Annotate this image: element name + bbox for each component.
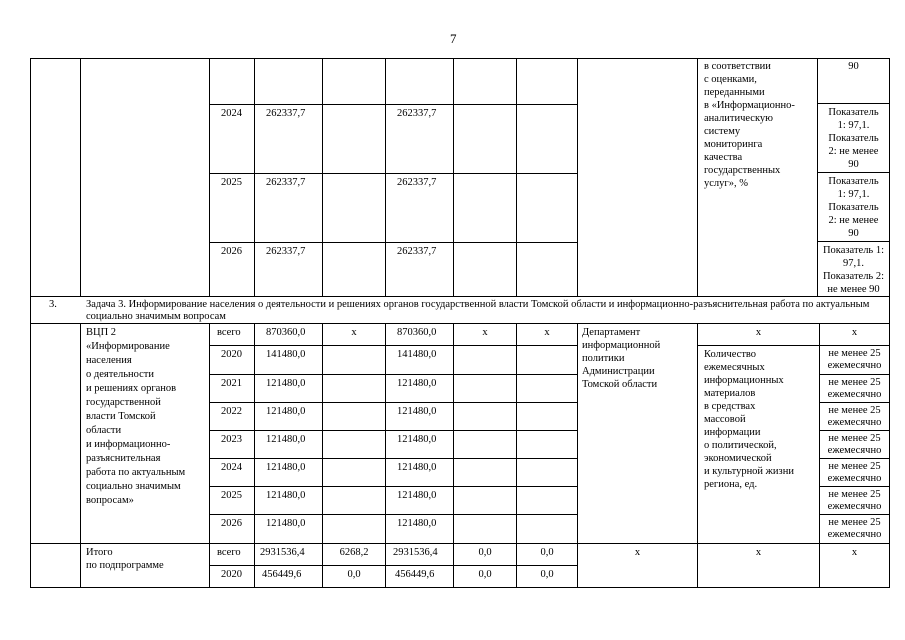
text-line: Департамент: [582, 327, 641, 338]
col-border: [385, 58, 386, 296]
year-cell: 2025: [221, 177, 242, 188]
text-line: качества: [704, 152, 743, 163]
oblast-cell: 121480,0: [397, 406, 437, 417]
text-line: области: [86, 425, 122, 436]
text-line: вопросам»: [86, 495, 134, 506]
oblast-cell: 262337,7: [397, 108, 437, 119]
value-cell: x: [851, 547, 858, 558]
text-line: мониторинга: [704, 139, 763, 150]
text-line: власти Томской: [86, 411, 156, 422]
total-cell: 262337,7: [266, 108, 306, 119]
text-line: о деятельности: [86, 369, 154, 380]
value-line: не менее 25: [828, 405, 881, 416]
text-line: и решениях органов: [86, 383, 177, 394]
text-line: разъяснительная: [86, 453, 161, 464]
value-line: ежемесячно: [827, 417, 882, 428]
oblast-cell: 2931536,4: [393, 547, 438, 558]
col-border: [453, 58, 454, 296]
text-line: Показатель: [828, 176, 879, 187]
text-line: населения: [86, 355, 132, 366]
text-line: переданными: [704, 87, 765, 98]
text-line: «Информирование: [86, 341, 170, 352]
task-title: Задача 3. Информирование населения о деятельности и решениях органов государственной власти Томской области и информационно-разъяснительная работа по актуальным социально значимым вопросам: [86, 299, 870, 322]
text-line: 2: не менее: [828, 146, 879, 157]
text-line: информационных: [704, 375, 784, 386]
year-cell: 2026: [221, 518, 242, 529]
col-border: [30, 58, 31, 587]
text-line: Показатель: [828, 202, 879, 213]
text-line: массовой: [704, 414, 746, 425]
text-line: и культурной жизни: [704, 466, 794, 477]
total-cell: 121480,0: [266, 462, 306, 473]
year-cell: 2020: [221, 349, 242, 360]
text-line: Показатель: [828, 107, 879, 118]
page-number: 7: [450, 31, 457, 46]
total-cell: 456449,6: [262, 569, 302, 580]
row-divider: [209, 458, 577, 459]
text-line: ВЦП 2: [86, 327, 117, 338]
row-divider: [209, 345, 577, 346]
text-line: информационной: [582, 340, 661, 351]
value-cell: 90: [848, 61, 859, 72]
year-cell: 2022: [221, 406, 242, 417]
value-line: ежемесячно: [827, 473, 882, 484]
total-cell: 121480,0: [266, 518, 306, 529]
row-divider: [30, 543, 890, 544]
row-divider: [209, 402, 577, 403]
col-border: [697, 58, 698, 296]
col-border: [209, 323, 210, 587]
year-cell: 2024: [221, 108, 242, 119]
text-line: систему: [704, 126, 741, 137]
text-line: и информационно-: [86, 439, 171, 450]
row-divider: [209, 565, 577, 566]
text-line: 90: [848, 159, 859, 170]
text-line: не менее 90: [827, 284, 880, 295]
text-line: ежемесячных: [704, 362, 765, 373]
value-line: ежемесячно: [827, 360, 882, 371]
col-border: [254, 58, 255, 296]
row-divider: [209, 242, 577, 243]
row-divider: [819, 430, 890, 431]
value-cell: x: [851, 327, 858, 338]
text-line: государственной: [86, 397, 161, 408]
row-divider: [697, 345, 890, 346]
text-line: работа по актуальным: [86, 467, 186, 478]
text-line: 97,1.: [843, 258, 864, 269]
row-divider: [209, 486, 577, 487]
year-cell: 2021: [221, 378, 242, 389]
text-line: Показатель 2:: [822, 271, 885, 282]
col-border: [80, 58, 81, 296]
col-border: [254, 323, 255, 587]
row-divider: [819, 458, 890, 459]
year-cell: 2026: [221, 246, 242, 257]
row-divider: [209, 430, 577, 431]
year-cell: 2024: [221, 462, 242, 473]
total-cell: 121480,0: [266, 434, 306, 445]
col-border: [322, 58, 323, 296]
col-border: [385, 323, 386, 587]
oblast-cell: 456449,6: [395, 569, 435, 580]
total-cell: 262337,7: [266, 177, 306, 188]
value-line: не менее 25: [828, 489, 881, 500]
oblast-cell: 262337,7: [397, 246, 437, 257]
total-cell: 2931536,4: [260, 547, 305, 558]
value-line: ежемесячно: [827, 501, 882, 512]
text-line: в средствах: [704, 401, 756, 412]
row-divider: [209, 104, 577, 105]
text-line: услуг», %: [704, 178, 748, 189]
row-divider: [209, 374, 577, 375]
oblast-cell: 870360,0: [397, 327, 437, 338]
federal-cell: 6268,2: [339, 547, 369, 558]
value-line: не менее 25: [828, 433, 881, 444]
text-line: Томской области: [582, 379, 658, 390]
oblast-cell: 121480,0: [397, 518, 437, 529]
text-line: Показатель 1:: [822, 245, 885, 256]
total-cell: 870360,0: [266, 327, 306, 338]
oblast-cell: 262337,7: [397, 177, 437, 188]
executor-cell: x: [634, 547, 641, 558]
col-border: [889, 58, 890, 587]
indicator-cell: x: [755, 327, 762, 338]
text-line: 1: 97,1.: [837, 120, 870, 131]
local-cell: 0,0: [478, 547, 492, 558]
year-cell: всего: [217, 327, 241, 338]
total-cell: 262337,7: [266, 246, 306, 257]
other-cell: 0,0: [540, 569, 554, 580]
row-divider: [819, 514, 890, 515]
total-cell: 141480,0: [266, 349, 306, 360]
text-line: аналитическую: [704, 113, 774, 124]
value-line: ежемесячно: [827, 389, 882, 400]
value-line: не менее 25: [828, 348, 881, 359]
text-line: в соответствии: [704, 61, 771, 72]
year-cell: 2025: [221, 490, 242, 501]
total-cell: 121480,0: [266, 490, 306, 501]
text-line: социально значимым: [86, 481, 181, 492]
task-number: 3.: [49, 299, 57, 310]
col-border: [577, 58, 578, 296]
row-divider: [817, 103, 890, 104]
text-line: государственных: [704, 165, 781, 176]
text-line: 2: не менее: [828, 215, 879, 226]
text-line: по подпрограмме: [86, 560, 164, 571]
other-cell: x: [544, 327, 550, 338]
local-cell: 0,0: [478, 569, 492, 580]
text-line: информации: [704, 427, 761, 438]
year-cell: 2023: [221, 434, 242, 445]
text-line: в «Информационно-: [704, 100, 795, 111]
value-line: не менее 25: [828, 517, 881, 528]
text-line: 1: 97,1.: [837, 189, 870, 200]
row-divider: [30, 296, 890, 297]
row-divider: [209, 514, 577, 515]
text-line: о политической,: [704, 440, 777, 451]
oblast-cell: 121480,0: [397, 462, 437, 473]
row-divider: [817, 172, 890, 173]
row-divider: [819, 374, 890, 375]
text-line: Итого: [86, 547, 113, 558]
local-cell: x: [482, 327, 488, 338]
col-border: [80, 323, 81, 587]
oblast-cell: 141480,0: [397, 349, 437, 360]
federal-cell: 0,0: [347, 569, 361, 580]
text-line: Показатель: [828, 133, 879, 144]
year-cell: всего: [217, 547, 241, 558]
total-cell: 121480,0: [266, 378, 306, 389]
col-border: [209, 58, 210, 296]
oblast-cell: 121480,0: [397, 490, 437, 501]
value-line: ежемесячно: [827, 529, 882, 540]
text-line: экономической: [704, 453, 772, 464]
row-divider: [817, 241, 890, 242]
text-line: материалов: [704, 388, 756, 399]
oblast-cell: 121480,0: [397, 434, 437, 445]
text-line: Администрации: [582, 366, 655, 377]
text-line: с оценками,: [704, 74, 757, 85]
value-line: ежемесячно: [827, 445, 882, 456]
value-line: не менее 25: [828, 377, 881, 388]
table-top-border: [30, 58, 890, 59]
oblast-cell: 121480,0: [397, 378, 437, 389]
year-cell: 2020: [221, 569, 242, 580]
text-line: политики: [582, 353, 625, 364]
text-line: 90: [848, 228, 859, 239]
other-cell: 0,0: [540, 547, 554, 558]
row-divider: [30, 323, 890, 324]
row-divider: [819, 402, 890, 403]
text-line: Количество: [704, 349, 757, 360]
value-line: не менее 25: [828, 461, 881, 472]
row-divider: [209, 173, 577, 174]
row-divider: [819, 486, 890, 487]
indicator-cell: x: [755, 547, 762, 558]
federal-cell: x: [351, 327, 357, 338]
table-bottom-border: [30, 587, 890, 588]
total-cell: 121480,0: [266, 406, 306, 417]
col-border: [516, 58, 517, 296]
text-line: региона, ед.: [704, 479, 758, 490]
